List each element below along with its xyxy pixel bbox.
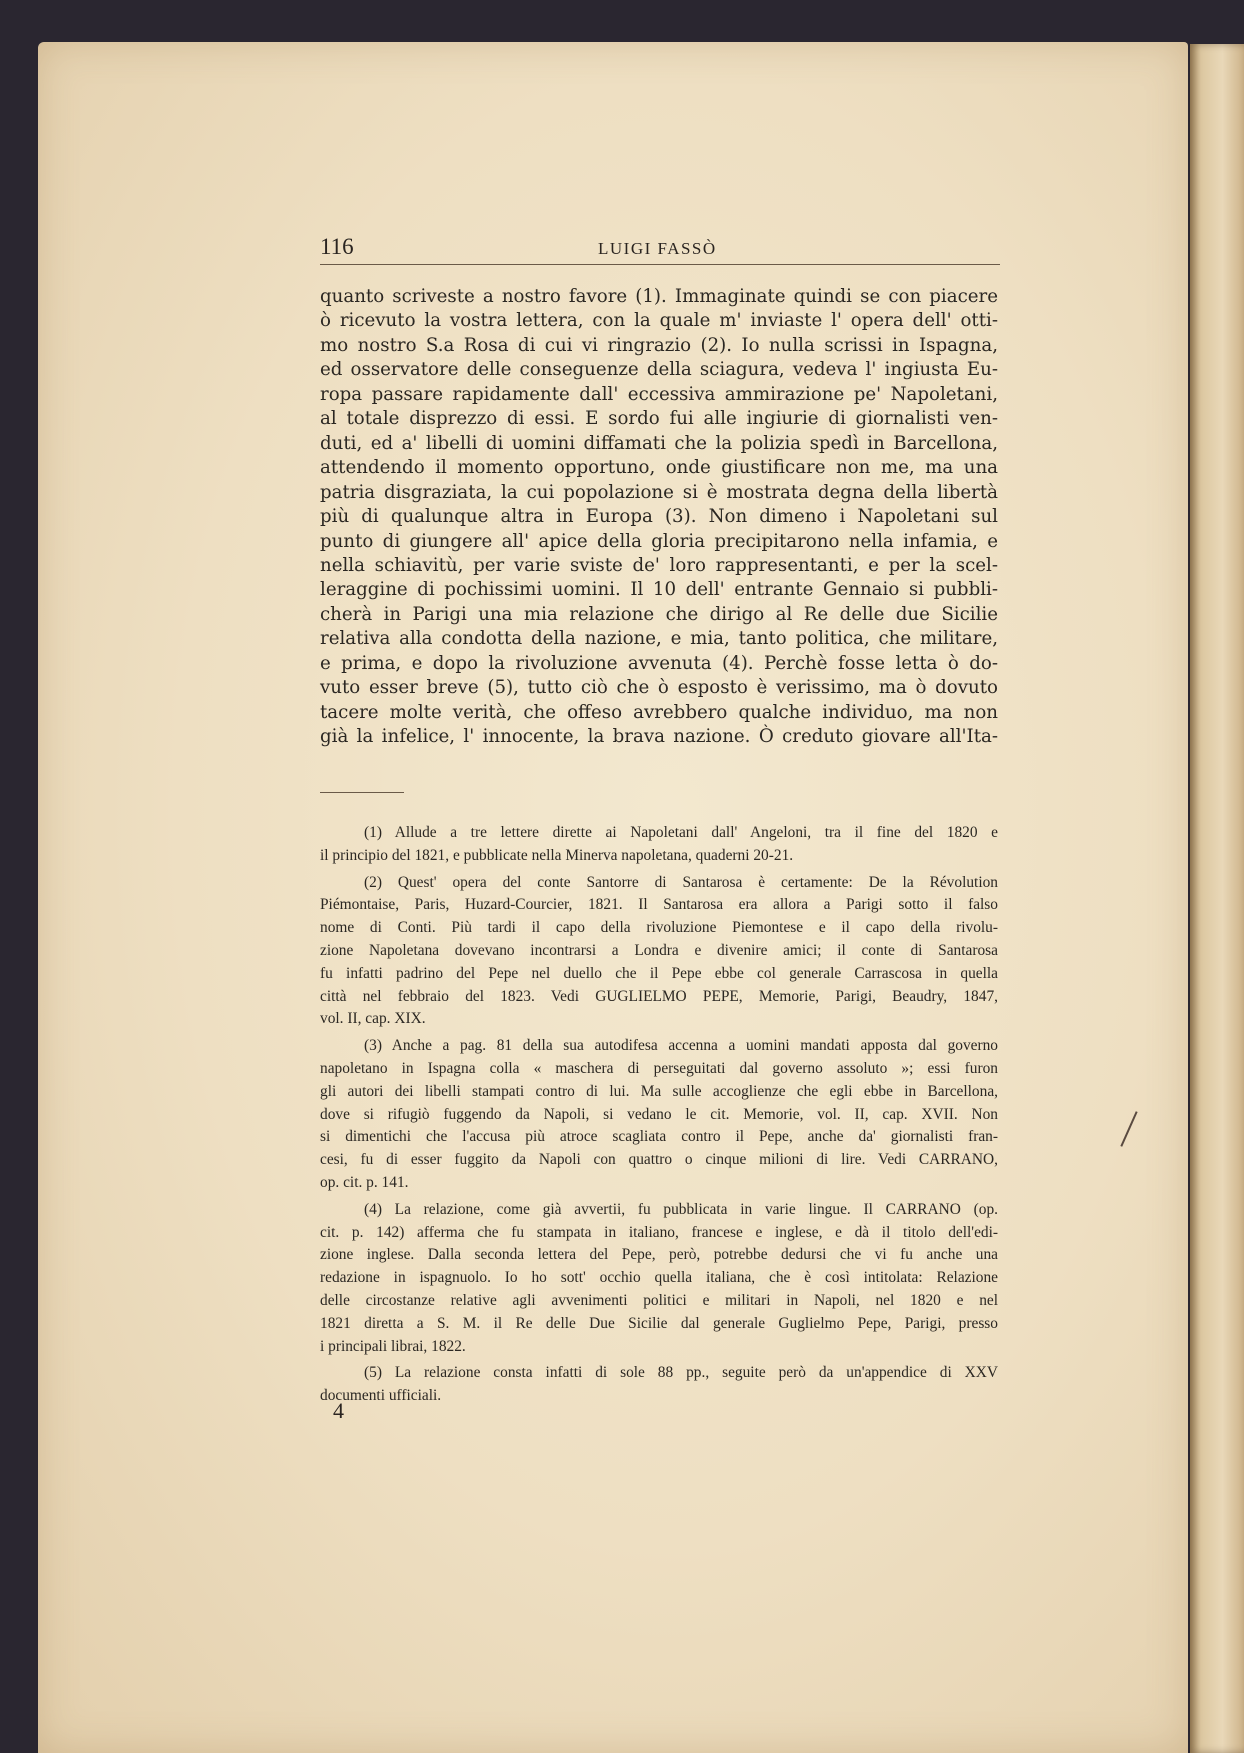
- footnote-line: zione inglese. Dalla seconda lettera del Pepe, però, potrebbe dedursi che vi fu anche una: [320, 1246, 998, 1264]
- running-head-author: LUIGI FASSÒ: [598, 239, 717, 258]
- footnote-line: zione Napoletana dovevano incontrarsi a Londra e divenire amici; il conte di Santarosa: [320, 941, 998, 959]
- footnote-line: (1) Allude a tre lettere dirette ai Napoletani dall' Angeloni, tra il fine del 1820 e: [364, 824, 998, 841]
- body-line: patria disgraziata, la cui popolazione si è mostrata degna della libertà: [320, 481, 998, 503]
- running-header: [320, 234, 1000, 265]
- body-line: già la infelice, l' innocente, la brava nazione. Ò creduto giovare all'Ita-: [320, 726, 998, 748]
- footnote-line: napoletano in Ispagna colla « maschera di perseguitati dal governo assoluto »; essi furon: [320, 1059, 998, 1077]
- body-line: ed osservatore delle conseguenze della sciagura, vedeva l' ingiusta Eu-: [320, 359, 998, 381]
- footnote-line: i principali librai, 1822.: [320, 1337, 466, 1355]
- footnote-line: Piémontaise, Paris, Huzard-Courcier, 1821. Il Santarosa era allora a Parigi sotto il falso: [320, 896, 998, 914]
- body-text: [320, 285, 998, 750]
- footnote-line: il principio del 1821, e pubblicate nella Minerva napoletana, quaderni 20-21.: [320, 846, 794, 864]
- footnote-line: (3) Anche a pag. 81 della sua autodifesa accenna a uomini mandati apposta dal governo: [364, 1037, 998, 1055]
- body-line: cherà in Parigi una mia relazione che dirigo al Re delle due Sicilie: [320, 603, 998, 625]
- body-line: al totale disprezzo di essi. E sordo fui alle ingiurie di giornalisti ven-: [320, 408, 998, 430]
- footnote-line: fu infatti padrino del Pepe nel duello che il Pepe ebbe col generale Carrascosa in quella: [320, 964, 998, 982]
- body-line: leraggine di pochissimi uomini. Il 10 dell' entrante Gennaio si pubbli-: [320, 579, 998, 601]
- footnote-line: (4) La relazione, come già avvertii, fu pubblicata in varie lingue. Il CARRANO (op.: [364, 1200, 998, 1218]
- footnote-line: op. cit. p. 141.: [320, 1173, 409, 1191]
- footnote-rule: [320, 792, 404, 793]
- footnote-line: città nel febbraio del 1823. Vedi GUGLIELMO PEPE, Memorie, Parigi, Beaudry, 1847,: [320, 987, 998, 1005]
- footnote: [320, 1199, 998, 1359]
- footnote-line: delle circostanze relative agli avvenimenti politici e militari in Napoli, nel 1820 e nel: [320, 1291, 998, 1309]
- footnote-line: vol. II, cap. XIX.: [320, 1010, 426, 1028]
- footnote-line: documenti ufficiali.: [320, 1387, 442, 1405]
- footnote-line: gli autori dei libelli stampati contro di lui. Ma sulle accoglienze che egli ebbe in Barcellona,: [320, 1082, 998, 1100]
- body-line: più di qualunque altra in Europa (3). Non dimeno i Napoletani sul: [320, 506, 998, 528]
- footnote: [320, 1362, 998, 1408]
- page-number: 116: [320, 234, 354, 259]
- body-line: relativa alla condotta della nazione, e mia, tanto politica, che militare,: [320, 628, 998, 650]
- footnote-line: dove si rifugiò fuggendo da Napoli, si vedano le cit. Memorie, vol. II, cap. XVII. Non: [320, 1105, 998, 1123]
- footnote: [320, 872, 998, 1032]
- footnote: [320, 822, 998, 868]
- body-line: ropa passare rapidamente dall' eccessiva ammirazione pe' Napoletani,: [320, 383, 998, 405]
- body-line: attendendo il momento opportuno, onde giustificare non me, ma una: [320, 457, 998, 479]
- facing-page-edge: [1190, 44, 1244, 1753]
- body-line: nella schiavitù, per varie sviste de' loro rappresentanti, e per la scel-: [320, 554, 998, 576]
- footnote-line: 1821 diretta a S. M. il Re delle Due Sicilie dal generale Guglielmo Pepe, Parigi, presso: [320, 1314, 998, 1332]
- signature-mark: 4: [333, 1398, 344, 1423]
- body-line: vuto esser breve (5), tutto ciò che ò esposto è verissimo, ma ò dovuto: [320, 677, 998, 699]
- body-line: e prima, e dopo la rivoluzione avvenuta (4). Perchè fosse letta ò do-: [320, 652, 998, 674]
- body-line: ò ricevuto la vostra lettera, con la quale m' inviaste l' opera dell' otti-: [320, 310, 998, 332]
- body-line: quanto scriveste a nostro favore (1). Immaginate quindi se con piacere: [320, 286, 998, 307]
- body-line: mo nostro S.a Rosa di cui vi ringrazio (2). Io nulla scrissi in Ispagna,: [320, 334, 998, 356]
- footnote-line: redazione in ispagnuolo. Io ho sott' occhio quella italiana, che è così intitolata: Relazione: [320, 1269, 998, 1287]
- footnotes: [320, 822, 998, 1412]
- footnote-line: (5) La relazione consta infatti di sole 88 pp., seguite però da un'appendice di XXV: [364, 1364, 998, 1382]
- footnote: [320, 1035, 998, 1195]
- body-line: punto di giungere all' apice della gloria precipitarono nella infamia, e: [320, 530, 998, 552]
- footnote-line: cesi, fu di esser fuggito da Napoli con quattro o cinque milioni di lire. Vedi CARRANO,: [320, 1151, 998, 1169]
- footnote-line: si dimentichi che l'accusa più atroce scagliata contro il Pepe, anche da' giornalisti fran-: [320, 1128, 998, 1146]
- body-line: tacere molte verità, che offeso avrebbero qualche individuo, ma non: [320, 701, 998, 723]
- body-line: duti, ed a' libelli di uomini diffamati che la polizia spedì in Barcellona,: [320, 432, 998, 454]
- footnote-line: (2) Quest' opera del conte Santorre di Santarosa è certamente: De la Révolution: [364, 873, 998, 891]
- footnote-line: cit. p. 142) afferma che fu stampata in italiano, francese e inglese, e dà il titolo dell'edi-: [320, 1223, 998, 1241]
- footnote-line: nome di Conti. Più tardi il capo della rivoluzione Piemontese e il capo della rivolu-: [320, 919, 998, 937]
